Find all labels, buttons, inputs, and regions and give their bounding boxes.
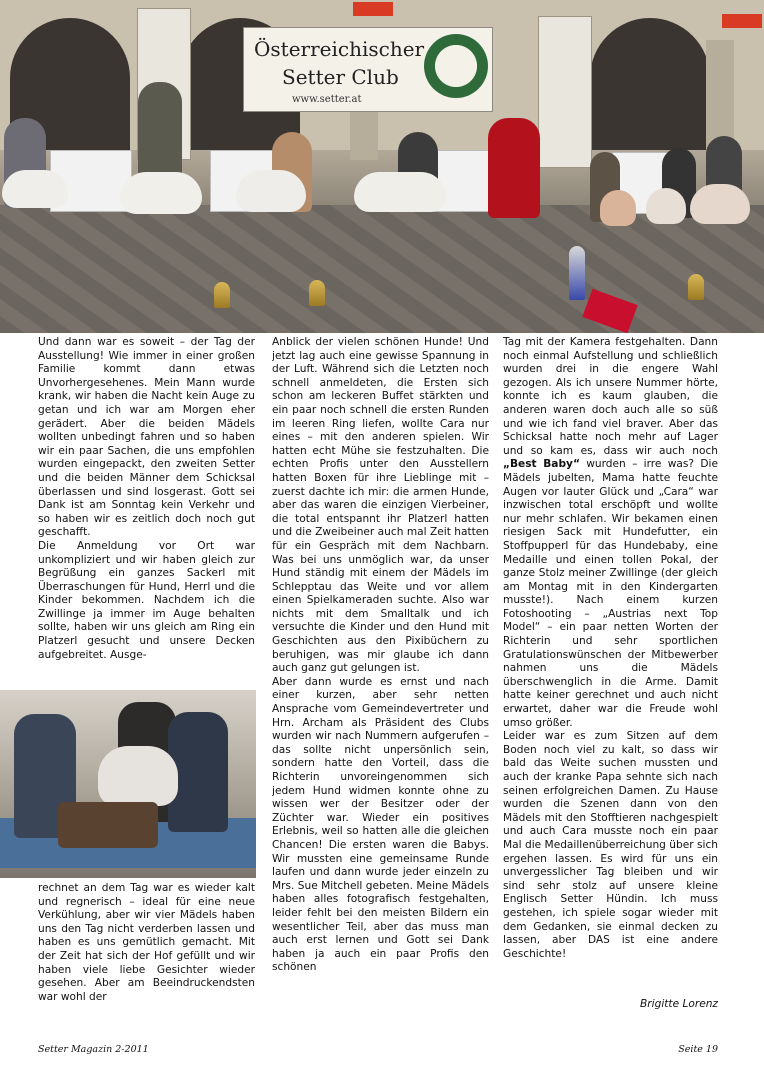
column-3: [503, 336, 718, 976]
text-run: Tag mit der Kamera festgehalten. Dann noch einmal Aufstellung und schließlich wurden drei in die engere Wahl gezogen. Als ich unsere Nummer hörte, konnte ich es kaum glauben, die anderen waren doch auch alle so süß und wie ich fand viel braver. Aber das Schicksal hatte noch mehr auf Lager und so kam es, dass wir auch noch: [503, 336, 718, 457]
setter-puppy: [98, 746, 178, 806]
setter-dog: [600, 190, 636, 226]
setter-dog: [354, 172, 446, 212]
banner-subtitle: Setter Club: [282, 65, 399, 89]
setter-dog: [690, 184, 750, 224]
paragraph: [503, 336, 718, 730]
stand-banner: [538, 16, 592, 168]
trophy: [214, 282, 230, 308]
children-photo: [0, 690, 256, 878]
trophy: [688, 274, 704, 300]
setter-dog: [120, 172, 202, 214]
text-run: wurden – irre was? Die Mädels jubelten, Mama hatte feuchte Augen vor lauter Glück und „Cara“ war inzwischen total erschöpft und wollte nur mehr schlafen. Wir bekamen einen riesigen Sack mit Hundefutter, ein Stoffpupperl für das Hundebaby, eine Medaille und einen tollen Pokal, der ganze Stolz meiner Zwillinge (der gleich am Montag mit in den Kindergarten musste!). Nach einem kurzen Fotoshooting – „Austrias next Top Model“ – ein paar netten Worten der Richterin und sehr sportlichen Gratulationswünschen der Mitbewerber nahmen uns die Mädels überschwenglich in die Arme. Damit hatte keiner gerechnet und auch nicht erwartet, daher war die Freude wohl umso größer.: [503, 458, 718, 729]
club-logo-icon: [424, 34, 488, 98]
column-2: [272, 336, 489, 1026]
paragraph: Die Anmeldung vor Ort war unkompliziert und wir haben gleich zur Begrüßung ein ganzes Sackerl mit Überraschungen für Hund, Herrl und die Kinder bekommen. Nachdem ich die Zwillinge ja immer im Auge behalten sollte, haben wir uns gleich am Ring ein Platzerl gesucht und unsere Decken aufgebreitet. Ausge-: [38, 539, 255, 661]
setter-dog: [2, 170, 68, 208]
banner-title: Österreichischer: [254, 37, 425, 61]
paragraph: Aber dann wurde es ernst und nach einer kurzen, aber sehr netten Ansprache vom Gemeindevertreter und Hrn. Archam als Präsident des Clubs wurden wir nach Nummern aufgerufen – das sollte nicht unpersönlich sein, sondern hatte den Vorteil, dass die Richterin unvoreingenommen sich jedem Hund widmen konnte ohne zu wissen wer der Besitzer oder der Züchter war. Wieder ein positives Erlebnis, weil so hatten alle die gleichen Chancen! Die ersten waren die Babys. Wir mussten eine gemeinsame Runde laufen und dann wurde jeder einzeln zu Mrs. Sue Mitchell gebeten. Meine Mädels haben alles fotografisch festgehalten, leider fehlt bei den meisten Bildern ein wesentlicher Teil, aber das muss man auch erst lernen und Gott sei Dank haben ja auch ein paar Profis den schönen: [272, 675, 489, 974]
paragraph: Leider war es zum Sitzen auf dem Boden noch viel zu kalt, so dass wir bald das Weite suchen mussten und auch der kranke Papa sehnte sich nach seinen erfolgreichen Damen. Zu Hause wurden die Szenen dann von den Mädels mit den Stofftieren nachgespielt und auch Cara musste noch ein paar Mal die Medaillenüberreichung über sich ergehen lassen. Es wird für uns ein unvergesslicher Tag bleiben und wir sind sehr stolz auf unsere kleine Englisch Setter Hündin. Ich muss gestehen, ich spiele sogar wieder mit dem Gedanken, sie einmal decken zu lassen, aber DAS ist eine andere Geschichte!: [503, 730, 718, 960]
magazine-issue: Setter Magazin 2-2011: [38, 1044, 149, 1055]
page-number: Seite 19: [678, 1044, 718, 1055]
heater: [353, 2, 393, 16]
arch: [590, 18, 710, 150]
column-1-bottom: [38, 882, 255, 1022]
club-banner: [243, 27, 493, 112]
paragraph: rechnet an dem Tag war es wieder kalt und regnerisch – ideal für eine neue Verkühlung, aber wir vier Mädels haben uns den Tag nicht verderben lassen und haben es uns gemütlich gemacht. Mit der Zeit hat sich der Hof gefüllt und wir haben viele liebe Gesichter wieder gesehen. Aber am Beeindruckendsten war wohl der: [38, 882, 255, 1003]
person: [488, 118, 540, 218]
large-trophy: [569, 246, 585, 300]
setter-dog: [646, 188, 686, 224]
best-baby-highlight: „Best Baby“: [503, 458, 580, 471]
setter-dog: [236, 170, 306, 212]
paragraph: Anblick der vielen schönen Hunde! Und jetzt lag auch eine gewisse Spannung in der Luft. Während sich die Letzten noch schnell anmeldeten, die Ersten sich schon am leckeren Buffet stärkten und ein paar noch schnell die ersten Runden im leeren Ring liefen, wollte Cara nur eines – mit den anderen spielen. Wir hatten echt Mühe sie festzuhalten. Die echten Profis unter den Ausstellern hatten Boxen für ihre Lieblinge mit – zuerst dachte ich mir: die armen Hunde, aber das waren die einzigen Vierbeiner, die total entspannt ihr Platzerl hatten und die Zweibeiner auch mal Zeit hatten für ein Gespräch mit dem Nachbarn. Was bei uns unmöglich war, da unser Hund ständig mit einem der Mädels im Schlepptau das Weite und vor allem einen Spielkameraden suchte. Also war nichts mit dem Smalltalk und ich versuchte die Kinder und den Hund mit Geschichten aus den Pixibüchern zu beruhigen, was mir glaube ich dann auch ganz gut gelungen ist.: [272, 336, 489, 675]
author-signature: Brigitte Lorenz: [640, 998, 718, 1010]
top-photo: [0, 0, 764, 333]
cobblestone-ground: [0, 205, 764, 333]
trophy: [309, 280, 325, 306]
heater: [722, 14, 762, 28]
column-1-top: [38, 336, 255, 686]
paragraph: Und dann war es soweit – der Tag der Ausstellung! Wie immer in einer großen Familie kommt dann etwas Unvorhergesehenes. Mein Mann wurde krank, wir haben die Nacht kein Auge zu getan und ich war am Morgen eher gerädert. Aber die beiden Mädels wollten unbedingt fahren und so haben wir ein paar Sachen, die uns empfohlen wurden eingepackt, den zweiten Setter und die beiden Männer dem Schicksal überlassen und sind losgerast. Gott sei Dank ist am Sonntag kein Verkehr und so haben wir es zeitlich doch noch gut geschafft.: [38, 336, 255, 539]
bag: [58, 802, 158, 848]
banner-url: www.setter.at: [292, 94, 362, 105]
